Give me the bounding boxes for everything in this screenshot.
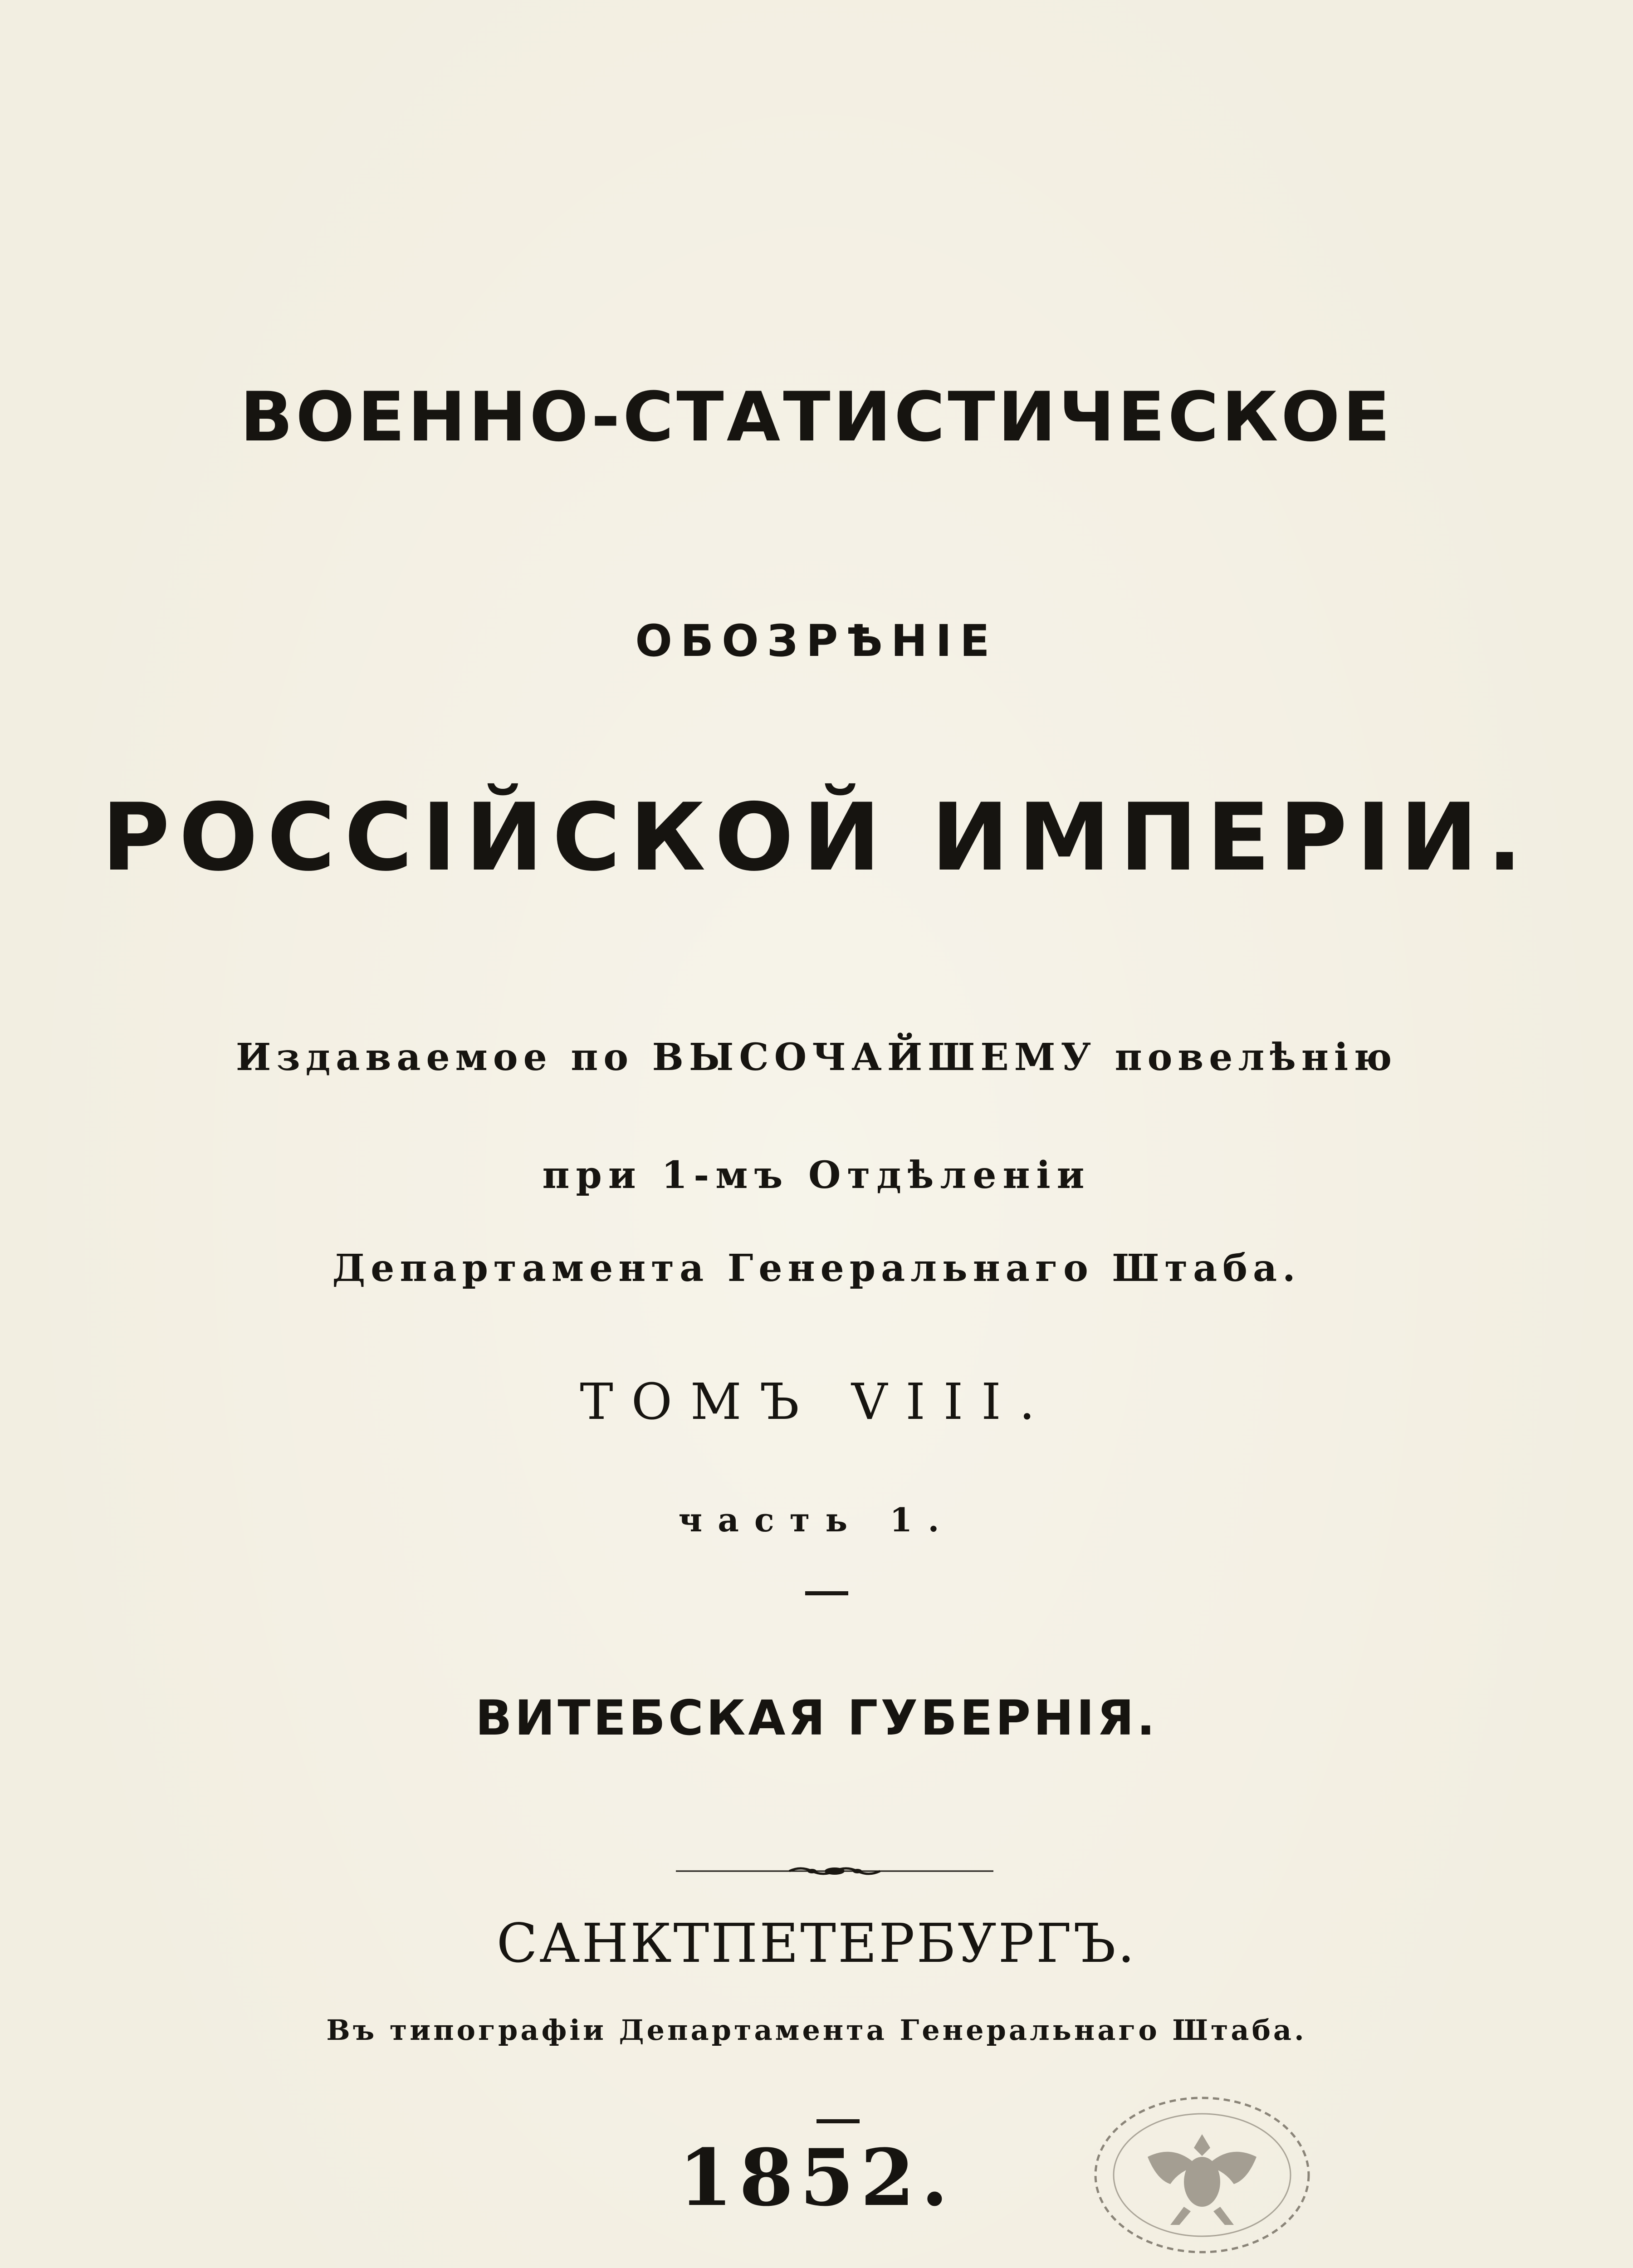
- divider-rule: [805, 1591, 848, 1595]
- printer-line: Въ типографіи Департамента Генеральнаго Штаба.: [326, 2014, 1307, 2047]
- library-stamp-icon: [1084, 2084, 1320, 2268]
- ornament-rule-icon: [676, 1864, 993, 1878]
- title-line-1: ВОЕННО-СТАТИСТИЧЕСКОЕ: [240, 378, 1393, 457]
- title-line-3: РОССІЙСКОЙ ИМПЕРІИ.: [102, 784, 1531, 892]
- province-title: ВИТЕБСКАЯ ГУБЕРНІЯ.: [475, 1690, 1158, 1746]
- subtitle-line-3: Департамента Генеральнаго Штаба.: [332, 1246, 1301, 1290]
- volume-number: ТОМЪ VIII.: [580, 1373, 1053, 1431]
- subtitle-line-2: при 1-мъ Отдѣленіи: [542, 1154, 1091, 1197]
- divider-rule: [816, 2119, 860, 2123]
- title-line-2: ОБОЗРѢНІЕ: [635, 616, 998, 666]
- subtitle-line-1: Издаваемое по ВЫСОЧАЙШЕМУ повелѣнію: [235, 1036, 1398, 1079]
- publication-year: 1852.: [678, 2131, 955, 2224]
- part-number: часть 1.: [678, 1501, 955, 1539]
- city-name: САНКТПЕТЕРБУРГЪ.: [496, 1912, 1137, 1975]
